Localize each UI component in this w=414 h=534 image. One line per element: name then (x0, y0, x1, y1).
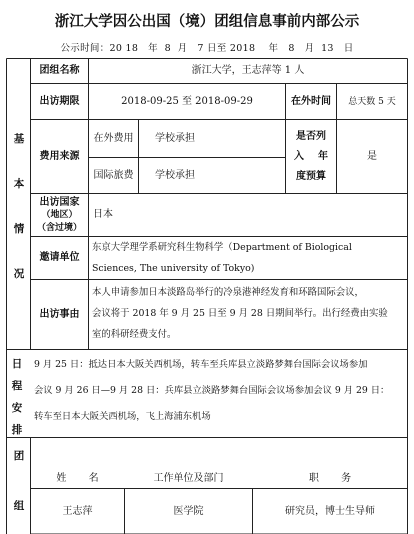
schedule-side-label-4: 排 (11, 424, 23, 436)
abroad-time-label: 在外时间 (291, 95, 331, 107)
page-title: 浙江大学因公出国（境）团组信息事前内部公示 (54, 14, 360, 30)
members-side-label-2: 组 (13, 500, 25, 512)
inviter-line-1: 东京大学理学系研究科生物科学（Department of Biological (92, 242, 352, 253)
country-label-line-1: 出访国家 (39, 196, 80, 208)
member-row-title: 研究员，博士生导师 (285, 505, 375, 517)
country-value: 日本 (93, 209, 113, 220)
country-label (31, 194, 88, 236)
abroad-cost-label: 在外费用 (93, 132, 134, 144)
member-row-unit: 医学院 (173, 505, 204, 517)
abroad-cost-value: 学校承担 (155, 132, 195, 144)
schedule-text (34, 352, 406, 430)
basic-side-label-3: 情 (13, 223, 25, 235)
schedule-side-label-1: 日 (11, 358, 23, 370)
group-name-value: 浙江大学，王志萍等 1 人 (191, 65, 305, 76)
basic-side-label-4: 况 (13, 268, 25, 280)
budget-value: 是 (367, 150, 377, 162)
notice-period: 公示时间：20 18 年 8 月 7 日至 2018 年 8 月 13 日 (60, 43, 354, 54)
country-label-line-3: （含过境） (36, 222, 82, 233)
abroad-time-value: 总天数 5 天 (348, 96, 396, 107)
members-col-title: 职 务 (308, 473, 352, 484)
members-col-name: 姓 名 (56, 473, 99, 484)
schedule-side-label-2: 程 (11, 380, 23, 392)
budget-label-line-2: 入 年 (294, 150, 328, 162)
reason-line-1: 本人申请参加日本淡路岛举行的冷泉港神经发育和环路国际会议， (92, 287, 364, 298)
schedule-line-1: 9 月 25 日：抵达日本大阪关西机场，转车至兵库县立淡路梦舞台国际会议场参加 (34, 359, 368, 370)
reason-line-3: 室的科研经费支付。 (92, 329, 177, 340)
period-label: 出访期限 (39, 95, 80, 107)
members-side-label-1: 团 (13, 450, 25, 462)
schedule-line-2: 会议 9 月 26 日—9 月 28 日：兵库县立淡路梦舞台国际会议场参加会议 9 月 29 日： (34, 385, 390, 396)
schedule-line-3: 转车至日本大阪关西机场，飞上海浦东机场 (34, 411, 211, 422)
reason-line-2: 会议将于 2018 年 9 月 25 日至 9 月 28 日期间举行。出行经费由实验 (92, 308, 388, 319)
basic-side-label-1: 基 (13, 133, 25, 145)
inviter-label: 邀请单位 (39, 252, 80, 263)
member-row-name: 王志萍 (62, 505, 93, 517)
budget-label-line-3: 度预算 (296, 170, 326, 182)
budget-label-line-1: 是否列 (296, 130, 326, 142)
schedule-side-label-3: 安 (11, 402, 23, 414)
group-name-label: 团组名称 (39, 65, 80, 76)
inviter-value (92, 237, 404, 279)
budget-label (286, 120, 336, 193)
inviter-line-2: Sciences, The university of Tokyo) (92, 263, 255, 274)
reason-value (92, 282, 404, 345)
basic-side-label-2: 本 (13, 178, 25, 190)
travel-cost-label: 国际旅费 (93, 169, 134, 181)
country-label-line-2: （地区） (41, 209, 78, 220)
period-value: 2018-09-25 至 2018-09-29 (121, 95, 253, 107)
reason-label: 出访事由 (39, 308, 80, 320)
travel-cost-value: 学校承担 (155, 169, 195, 181)
members-col-unit: 工作单位及部门 (153, 473, 224, 484)
funding-label: 费用来源 (39, 150, 80, 162)
